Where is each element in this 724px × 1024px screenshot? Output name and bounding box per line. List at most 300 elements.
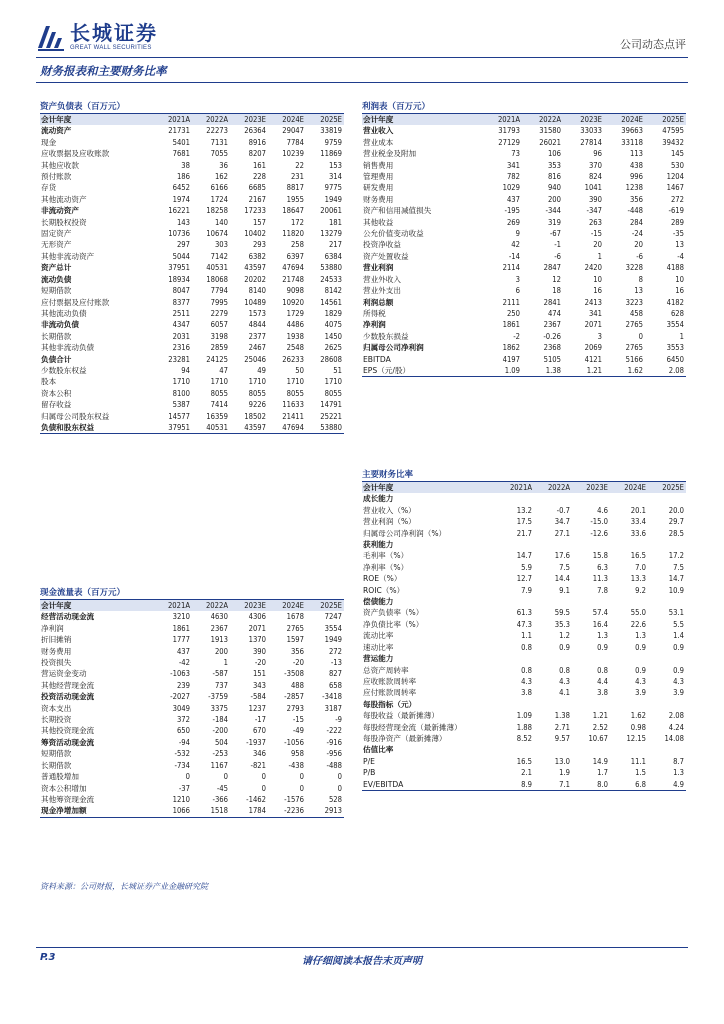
- value-cell: 2167: [248, 194, 266, 204]
- table-header-row: [40, 114, 344, 125]
- value-cell: -94: [178, 737, 190, 747]
- header-divider: [36, 57, 688, 58]
- value-cell: 3223: [625, 297, 643, 307]
- table-row: [362, 665, 686, 676]
- value-cell: -24: [631, 229, 643, 239]
- value-cell: 162: [214, 172, 228, 182]
- row-label: 筹资活动现金流: [41, 737, 95, 747]
- table-row: [40, 668, 344, 679]
- value-cell: -45: [216, 783, 228, 793]
- value-cell: 2114: [502, 263, 520, 273]
- value-cell: 10.67: [588, 733, 608, 743]
- value-cell: [610, 699, 648, 710]
- value-cell: 14.9: [592, 756, 608, 766]
- row-label: 公允价值变动收益: [363, 229, 424, 239]
- row-label: 净负债比率（%）: [363, 619, 424, 629]
- value-cell: 272: [328, 646, 342, 656]
- value-cell: 16.5: [630, 551, 646, 561]
- row-label: 流动资产: [41, 126, 72, 136]
- value-cell: 1.88: [516, 722, 532, 732]
- value-cell: 5.9: [521, 562, 532, 572]
- table-row: [362, 562, 686, 573]
- value-cell: 33118: [621, 137, 643, 147]
- value-cell: 61.3: [516, 608, 532, 618]
- value-cell: 51: [333, 365, 342, 375]
- value-cell: 7784: [286, 137, 304, 147]
- value-cell: 3: [597, 331, 602, 341]
- row-label: 应收账款周转率: [363, 676, 417, 686]
- value-cell: 1913: [210, 635, 228, 645]
- value-cell: 2368: [543, 343, 561, 353]
- value-cell: 4188: [666, 263, 684, 273]
- value-cell: 303: [214, 240, 228, 250]
- value-cell: [496, 699, 534, 710]
- value-cell: 1204: [666, 172, 684, 182]
- row-label: 营业收入: [363, 126, 394, 136]
- value-cell: 14791: [320, 400, 342, 410]
- value-cell: 250: [506, 308, 520, 318]
- value-cell: 143: [176, 217, 190, 227]
- value-cell: 6685: [248, 183, 266, 193]
- value-cell: 658: [328, 680, 342, 690]
- value-cell: -13: [330, 658, 342, 668]
- value-cell: 37951: [168, 263, 190, 273]
- value-cell: 8.0: [572, 779, 610, 791]
- value-cell: -2: [513, 331, 520, 341]
- value-cell: 0.9: [673, 642, 684, 652]
- value-cell: 9.1: [559, 585, 570, 595]
- value-cell: 1724: [210, 194, 228, 204]
- value-cell: 31793: [498, 126, 520, 136]
- value-cell: 0.8: [521, 642, 532, 652]
- value-cell: 2377: [248, 331, 266, 341]
- table-row: [40, 411, 344, 422]
- value-cell: 2765: [625, 320, 643, 330]
- table-row: [362, 767, 686, 778]
- value-cell: 18258: [206, 206, 228, 216]
- row-label: 投资活动现金流: [41, 692, 95, 702]
- footer-divider: [36, 947, 688, 948]
- value-cell: -35: [672, 229, 684, 239]
- table-row: [362, 550, 686, 561]
- table-row: [40, 217, 344, 228]
- value-cell: 47595: [662, 126, 684, 136]
- value-cell: 314: [328, 172, 342, 182]
- value-cell: 4.9: [648, 779, 686, 791]
- table-row: [40, 205, 344, 216]
- value-cell: 474: [547, 308, 561, 318]
- table-row: [362, 205, 686, 216]
- value-cell: 1784: [230, 805, 268, 817]
- value-cell: 1862: [502, 343, 520, 353]
- row-label: 营运资金变动: [41, 669, 87, 679]
- value-cell: 4.6: [597, 505, 608, 515]
- value-cell: 504: [214, 737, 228, 747]
- value-cell: 737: [214, 680, 228, 690]
- value-cell: -17: [254, 715, 266, 725]
- table-row: [40, 148, 344, 159]
- value-cell: [534, 744, 572, 755]
- value-cell: 28608: [320, 354, 342, 364]
- value-cell: -222: [326, 726, 342, 736]
- row-label: 预付账款: [41, 172, 72, 182]
- row-label: 营业税金及附加: [363, 149, 417, 159]
- table-row: [362, 607, 686, 618]
- value-cell: 2859: [210, 343, 228, 353]
- value-cell: 7055: [210, 149, 228, 159]
- value-cell: 269: [506, 217, 520, 227]
- value-cell: 9.57: [554, 733, 570, 743]
- table-row: [362, 722, 686, 733]
- header-year-cell: 2025E: [648, 482, 686, 493]
- value-cell: 5105: [543, 354, 561, 364]
- table-row: [362, 148, 686, 159]
- header-year-cell: 2023E: [230, 114, 268, 125]
- value-cell: 1450: [324, 331, 342, 341]
- value-cell: [534, 653, 572, 664]
- value-cell: 1861: [172, 623, 190, 633]
- value-cell: 1.38: [522, 365, 563, 377]
- value-cell: 458: [629, 308, 643, 318]
- value-cell: 18934: [168, 274, 190, 284]
- value-cell: 21.7: [516, 528, 532, 538]
- row-label: 财务费用: [363, 194, 394, 204]
- value-cell: 33033: [580, 126, 602, 136]
- value-cell: -734: [174, 760, 190, 770]
- table-row: [40, 228, 344, 239]
- value-cell: 7.1: [534, 779, 572, 791]
- value-cell: 6.3: [597, 562, 608, 572]
- table-row: [40, 125, 344, 136]
- value-cell: 145: [670, 149, 684, 159]
- value-cell: 14.4: [554, 574, 570, 584]
- value-cell: 3210: [172, 612, 190, 622]
- value-cell: 53880: [306, 422, 344, 434]
- value-cell: 0: [299, 783, 304, 793]
- value-cell: -1: [554, 240, 561, 250]
- value-cell: 341: [588, 308, 602, 318]
- value-cell: 7142: [210, 251, 228, 261]
- table-row: [362, 125, 686, 136]
- value-cell: 21731: [168, 126, 190, 136]
- table-row: [40, 262, 344, 273]
- value-cell: 2413: [584, 297, 602, 307]
- header-label-cell: 会计年度: [362, 482, 496, 493]
- table-row: [362, 308, 686, 319]
- row-label: 其他非流动资产: [41, 251, 95, 261]
- value-cell: 1.7: [597, 768, 608, 778]
- value-cell: 8142: [324, 286, 342, 296]
- value-cell: [610, 539, 648, 550]
- value-cell: 14577: [168, 411, 190, 421]
- table-row: [40, 365, 344, 376]
- value-cell: -587: [212, 669, 228, 679]
- table-row: [362, 354, 686, 365]
- value-cell: 353: [547, 160, 561, 170]
- table-row: [362, 217, 686, 228]
- value-cell: 22: [295, 160, 304, 170]
- value-cell: -20: [292, 658, 304, 668]
- table-row: [40, 354, 344, 365]
- value-cell: 40531: [206, 263, 228, 273]
- row-label: 其他投资现金流: [41, 726, 95, 736]
- value-cell: 10489: [244, 297, 266, 307]
- row-label: 短期借款: [41, 749, 72, 759]
- value-cell: 1.62: [604, 365, 645, 377]
- value-cell: -67: [549, 229, 561, 239]
- value-cell: 9759: [324, 137, 342, 147]
- header-year-cell: 2023E: [563, 114, 604, 125]
- value-cell: 6382: [248, 251, 266, 261]
- value-cell: 488: [290, 680, 304, 690]
- value-cell: -12.6: [590, 528, 608, 538]
- value-cell: 390: [588, 194, 602, 204]
- value-cell: 16.5: [516, 756, 532, 766]
- value-cell: 94: [181, 365, 190, 375]
- value-cell: 1.2: [559, 631, 570, 641]
- value-cell: 55.0: [630, 608, 646, 618]
- brand-name-cn: 长城证券: [70, 21, 158, 45]
- value-cell: 25221: [320, 411, 342, 421]
- value-cell: 2071: [584, 320, 602, 330]
- value-cell: [496, 653, 534, 664]
- value-cell: 11820: [282, 229, 304, 239]
- value-cell: 49: [257, 365, 266, 375]
- row-label: 非流动资产: [41, 206, 79, 216]
- table-row: [362, 630, 686, 641]
- value-cell: 1729: [286, 308, 304, 318]
- row-label: 折旧摊销: [41, 635, 72, 645]
- value-cell: 1.09: [481, 365, 522, 377]
- value-cell: 437: [506, 194, 520, 204]
- value-cell: 6397: [286, 251, 304, 261]
- table-row: [362, 297, 686, 308]
- value-cell: 0: [337, 772, 342, 782]
- value-cell: 293: [252, 240, 266, 250]
- value-cell: 3187: [324, 703, 342, 713]
- value-cell: 200: [547, 194, 561, 204]
- value-cell: 33.4: [630, 517, 646, 527]
- value-cell: 6450: [666, 354, 684, 364]
- company-logo: [36, 20, 158, 54]
- value-cell: [648, 493, 686, 504]
- table-row: [40, 634, 344, 645]
- income-statement-caption: 利润表（百万元）: [362, 101, 686, 114]
- value-cell: 4.1: [559, 688, 570, 698]
- header-year-cell: 2021A: [154, 600, 192, 611]
- header-year-cell: 2022A: [192, 600, 230, 611]
- table-row: [362, 365, 686, 377]
- table-row: [362, 676, 686, 687]
- table-row: [40, 422, 344, 434]
- value-cell: 1467: [666, 183, 684, 193]
- value-cell: 33.6: [630, 528, 646, 538]
- value-cell: 8047: [172, 286, 190, 296]
- table-row: [40, 737, 344, 748]
- header-label-cell: 会计年度: [40, 114, 154, 125]
- value-cell: 4.3: [521, 676, 532, 686]
- value-cell: 2031: [172, 331, 190, 341]
- row-label: 其他非流动负债: [41, 343, 95, 353]
- value-cell: 8.9: [496, 779, 534, 791]
- value-cell: 43597: [230, 422, 268, 434]
- value-cell: 346: [252, 749, 266, 759]
- value-cell: 263: [588, 217, 602, 227]
- value-cell: 9098: [286, 286, 304, 296]
- value-cell: [648, 539, 686, 550]
- value-cell: 816: [547, 172, 561, 182]
- value-cell: [572, 539, 610, 550]
- value-cell: 1710: [324, 377, 342, 387]
- value-cell: 1: [597, 251, 602, 261]
- value-cell: 0: [638, 331, 643, 341]
- table-row: [40, 805, 344, 817]
- value-cell: 1710: [210, 377, 228, 387]
- value-cell: -0.26: [543, 331, 561, 341]
- value-cell: 12: [552, 274, 561, 284]
- table-row: [40, 703, 344, 714]
- table-row: [40, 285, 344, 296]
- value-cell: 18: [552, 286, 561, 296]
- row-label: 每股指标（元）: [363, 699, 417, 709]
- table-row: [362, 239, 686, 250]
- value-cell: 26233: [282, 354, 304, 364]
- value-cell: 7247: [324, 612, 342, 622]
- value-cell: -488: [326, 760, 342, 770]
- header-year-cell: 2024E: [268, 600, 306, 611]
- section-title: 财务报表和主要财务比率: [40, 64, 167, 78]
- value-cell: [648, 744, 686, 755]
- value-cell: 24533: [320, 274, 342, 284]
- value-cell: [496, 493, 534, 504]
- value-cell: 940: [547, 183, 561, 193]
- value-cell: 4121: [584, 354, 602, 364]
- row-label: 普通股增加: [41, 772, 79, 782]
- value-cell: 1.5: [635, 768, 646, 778]
- value-cell: -619: [668, 206, 684, 216]
- table-row: [362, 528, 686, 539]
- table-row: [40, 760, 344, 771]
- row-label: 销售费用: [363, 160, 394, 170]
- row-label: 投资净收益: [363, 240, 401, 250]
- table-row: [40, 182, 344, 193]
- value-cell: 113: [629, 149, 643, 159]
- value-cell: 11869: [320, 149, 342, 159]
- value-cell: 10402: [244, 229, 266, 239]
- header-year-cell: 2022A: [534, 482, 572, 493]
- value-cell: 27.1: [554, 528, 570, 538]
- value-cell: 228: [252, 172, 266, 182]
- value-cell: 50: [295, 365, 304, 375]
- value-cell: 43597: [244, 263, 266, 273]
- value-cell: 13.2: [516, 505, 532, 515]
- value-cell: 2625: [324, 343, 342, 353]
- table-row: [362, 744, 686, 755]
- value-cell: 7995: [210, 297, 228, 307]
- value-cell: [496, 744, 534, 755]
- row-label: 每股收益（最新摊薄）: [363, 711, 439, 721]
- value-cell: 782: [506, 172, 520, 182]
- value-cell: 824: [588, 172, 602, 182]
- value-cell: 29047: [282, 126, 304, 136]
- value-cell: 13: [675, 240, 684, 250]
- value-cell: 239: [176, 680, 190, 690]
- table-row: [362, 171, 686, 182]
- value-cell: 14.7: [668, 574, 684, 584]
- value-cell: 438: [629, 160, 643, 170]
- row-label: 总资产周转率: [363, 665, 409, 675]
- row-label: 估值比率: [363, 745, 394, 755]
- value-cell: 827: [328, 669, 342, 679]
- value-cell: -916: [326, 737, 342, 747]
- value-cell: 0: [261, 783, 266, 793]
- row-label: 长期借款: [41, 760, 72, 770]
- value-cell: 8100: [172, 388, 190, 398]
- value-cell: 3049: [172, 703, 190, 713]
- balance-sheet-caption: 资产负债表（百万元）: [40, 101, 344, 114]
- row-label: 短期借款: [41, 286, 72, 296]
- value-cell: [572, 653, 610, 664]
- value-cell: 20: [593, 240, 602, 250]
- row-label: 少数股东权益: [41, 365, 87, 375]
- value-cell: -956: [326, 749, 342, 759]
- value-cell: 26364: [244, 126, 266, 136]
- row-label: EBITDA: [363, 354, 391, 364]
- value-cell: [572, 493, 610, 504]
- value-cell: 12.15: [626, 733, 646, 743]
- row-label: 应收票据及应收账款: [41, 149, 110, 159]
- value-cell: 530: [670, 160, 684, 170]
- value-cell: 34.7: [554, 517, 570, 527]
- row-label: 财务费用: [41, 646, 72, 656]
- table-row: [362, 228, 686, 239]
- value-cell: 47694: [282, 263, 304, 273]
- table-row: [40, 388, 344, 399]
- value-cell: 1.21: [563, 365, 604, 377]
- value-cell: 1.3: [635, 631, 646, 641]
- value-cell: 2913: [306, 805, 344, 817]
- value-cell: 161: [252, 160, 266, 170]
- value-cell: 10920: [282, 297, 304, 307]
- value-cell: 0.8: [521, 665, 532, 675]
- value-cell: 1829: [324, 308, 342, 318]
- cash-flow-table: [40, 587, 344, 818]
- value-cell: 4197: [502, 354, 520, 364]
- header-year-cell: 2024E: [610, 482, 648, 493]
- value-cell: 1.1: [521, 631, 532, 641]
- value-cell: 4306: [248, 612, 266, 622]
- value-cell: 1: [679, 331, 684, 341]
- value-cell: 2.1: [521, 768, 532, 778]
- header-year-cell: 2025E: [306, 114, 344, 125]
- row-label: 少数股东损益: [363, 331, 409, 341]
- table-row: [40, 748, 344, 759]
- row-label: 资产负债率（%）: [363, 608, 424, 618]
- row-label: 每股净资产（最新摊薄）: [363, 733, 447, 743]
- row-label: 其他应收款: [41, 160, 79, 170]
- value-cell: 5.5: [673, 619, 684, 629]
- value-cell: 0: [337, 783, 342, 793]
- value-cell: 3375: [210, 703, 228, 713]
- row-label: P/B: [363, 768, 376, 778]
- value-cell: 4630: [210, 612, 228, 622]
- value-cell: 0.9: [635, 665, 646, 675]
- value-cell: 2511: [172, 308, 190, 318]
- value-cell: -184: [212, 715, 228, 725]
- value-cell: 23281: [168, 354, 190, 364]
- value-cell: -2027: [170, 692, 190, 702]
- report-type-label: 公司动态点评: [620, 38, 686, 51]
